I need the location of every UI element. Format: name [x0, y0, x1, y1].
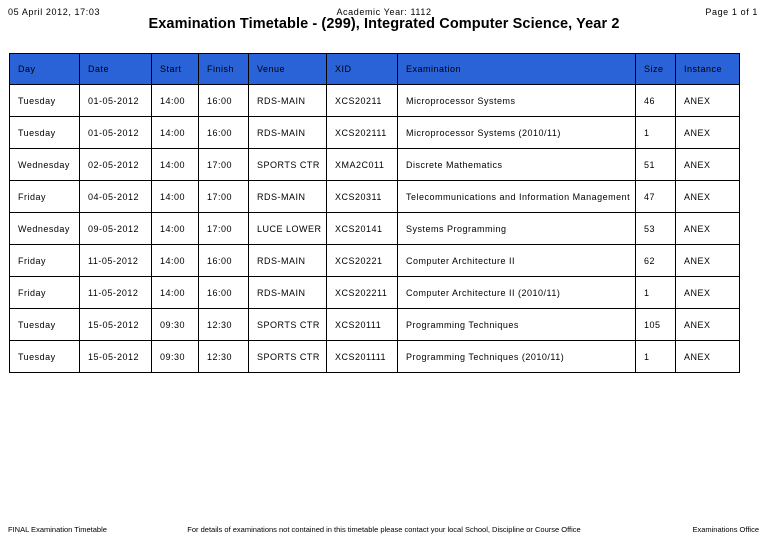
cell-start: 14:00 [152, 149, 199, 181]
cell-finish: 17:00 [199, 213, 249, 245]
cell-day: Tuesday [10, 85, 80, 117]
cell-start: 14:00 [152, 181, 199, 213]
print-date: 05 April 2012, 17:03 [8, 7, 101, 17]
cell-day: Friday [10, 245, 80, 277]
cell-examination: Telecommunications and Information Management [398, 181, 636, 213]
table-header-row [10, 54, 740, 85]
cell-finish: 17:00 [199, 181, 249, 213]
cell-day: Wednesday [10, 149, 80, 181]
cell-start: 14:00 [152, 213, 199, 245]
page-number: Page 1 of 1 [705, 7, 758, 17]
cell-venue: SPORTS CTR [249, 149, 327, 181]
column-header-day: Day [10, 54, 80, 85]
cell-start: 14:00 [152, 85, 199, 117]
cell-examination: Computer Architecture II [398, 245, 636, 277]
cell-finish: 16:00 [199, 245, 249, 277]
table-row [10, 85, 740, 117]
table-row [10, 309, 740, 341]
cell-venue: RDS-MAIN [249, 117, 327, 149]
cell-examination: Microprocessor Systems [398, 85, 636, 117]
cell-start: 09:30 [152, 341, 199, 373]
cell-examination: Computer Architecture II (2010/11) [398, 277, 636, 309]
table-row [10, 341, 740, 373]
cell-start: 14:00 [152, 277, 199, 309]
cell-finish: 16:00 [199, 117, 249, 149]
cell-date: 09-05-2012 [80, 213, 152, 245]
cell-instance: ANEX [676, 213, 740, 245]
column-header-size: Size [636, 54, 676, 85]
cell-xid: XCS202111 [327, 117, 398, 149]
cell-date: 15-05-2012 [80, 341, 152, 373]
cell-day: Wednesday [10, 213, 80, 245]
cell-venue: SPORTS CTR [249, 309, 327, 341]
cell-instance: ANEX [676, 149, 740, 181]
column-header-examination: Examination [398, 54, 636, 85]
cell-date: 01-05-2012 [80, 117, 152, 149]
cell-examination: Microprocessor Systems (2010/11) [398, 117, 636, 149]
cell-start: 14:00 [152, 245, 199, 277]
column-header-date: Date [80, 54, 152, 85]
column-header-finish: Finish [199, 54, 249, 85]
cell-day: Tuesday [10, 341, 80, 373]
cell-finish: 12:30 [199, 309, 249, 341]
cell-size: 51 [636, 149, 676, 181]
cell-venue: RDS-MAIN [249, 245, 327, 277]
cell-venue: LUCE LOWER [249, 213, 327, 245]
table-row [10, 117, 740, 149]
cell-instance: ANEX [676, 277, 740, 309]
cell-xid: XCS20221 [327, 245, 398, 277]
cell-date: 02-05-2012 [80, 149, 152, 181]
cell-finish: 16:00 [199, 277, 249, 309]
timetable [9, 53, 740, 373]
cell-date: 15-05-2012 [80, 309, 152, 341]
cell-start: 14:00 [152, 117, 199, 149]
cell-size: 1 [636, 341, 676, 373]
cell-finish: 12:30 [199, 341, 249, 373]
cell-instance: ANEX [676, 117, 740, 149]
cell-size: 47 [636, 181, 676, 213]
cell-finish: 17:00 [199, 149, 249, 181]
footer-office: Examinations Office [692, 525, 759, 534]
cell-size: 62 [636, 245, 676, 277]
footer-status: FINAL Examination Timetable [8, 525, 107, 534]
cell-finish: 16:00 [199, 85, 249, 117]
cell-start: 09:30 [152, 309, 199, 341]
academic-year: Academic Year: 1112 [336, 7, 432, 17]
cell-date: 01-05-2012 [80, 85, 152, 117]
table-row [10, 149, 740, 181]
cell-date: 11-05-2012 [80, 277, 152, 309]
cell-xid: XCS20211 [327, 85, 398, 117]
column-header-instance: Instance [676, 54, 740, 85]
cell-xid: XMA2C011 [327, 149, 398, 181]
cell-day: Friday [10, 277, 80, 309]
page-title: Examination Timetable - (299), Integrated Computer Science, Year 2 [148, 16, 620, 32]
column-header-venue: Venue [249, 54, 327, 85]
cell-size: 46 [636, 85, 676, 117]
cell-day: Tuesday [10, 117, 80, 149]
column-header-start: Start [152, 54, 199, 85]
cell-xid: XCS20311 [327, 181, 398, 213]
cell-venue: RDS-MAIN [249, 85, 327, 117]
cell-examination: Systems Programming [398, 213, 636, 245]
cell-instance: ANEX [676, 245, 740, 277]
cell-day: Tuesday [10, 309, 80, 341]
cell-venue: SPORTS CTR [249, 341, 327, 373]
cell-date: 11-05-2012 [80, 245, 152, 277]
cell-instance: ANEX [676, 181, 740, 213]
cell-venue: RDS-MAIN [249, 181, 327, 213]
cell-xid: XCS20111 [327, 309, 398, 341]
cell-size: 1 [636, 277, 676, 309]
cell-examination: Programming Techniques (2010/11) [398, 341, 636, 373]
footer-note: For details of examinations not contained in this timetable please contact your local School, Discipline or Course Office [187, 525, 581, 534]
cell-size: 105 [636, 309, 676, 341]
cell-instance: ANEX [676, 309, 740, 341]
cell-xid: XCS202211 [327, 277, 398, 309]
table-row [10, 245, 740, 277]
cell-size: 53 [636, 213, 676, 245]
table-row [10, 213, 740, 245]
cell-xid: XCS201111 [327, 341, 398, 373]
table-row [10, 277, 740, 309]
cell-xid: XCS20141 [327, 213, 398, 245]
cell-size: 1 [636, 117, 676, 149]
cell-day: Friday [10, 181, 80, 213]
column-header-xid: XID [327, 54, 398, 85]
cell-examination: Programming Techniques [398, 309, 636, 341]
cell-venue: RDS-MAIN [249, 277, 327, 309]
cell-examination: Discrete Mathematics [398, 149, 636, 181]
cell-date: 04-05-2012 [80, 181, 152, 213]
table-row [10, 181, 740, 213]
cell-instance: ANEX [676, 341, 740, 373]
cell-instance: ANEX [676, 85, 740, 117]
